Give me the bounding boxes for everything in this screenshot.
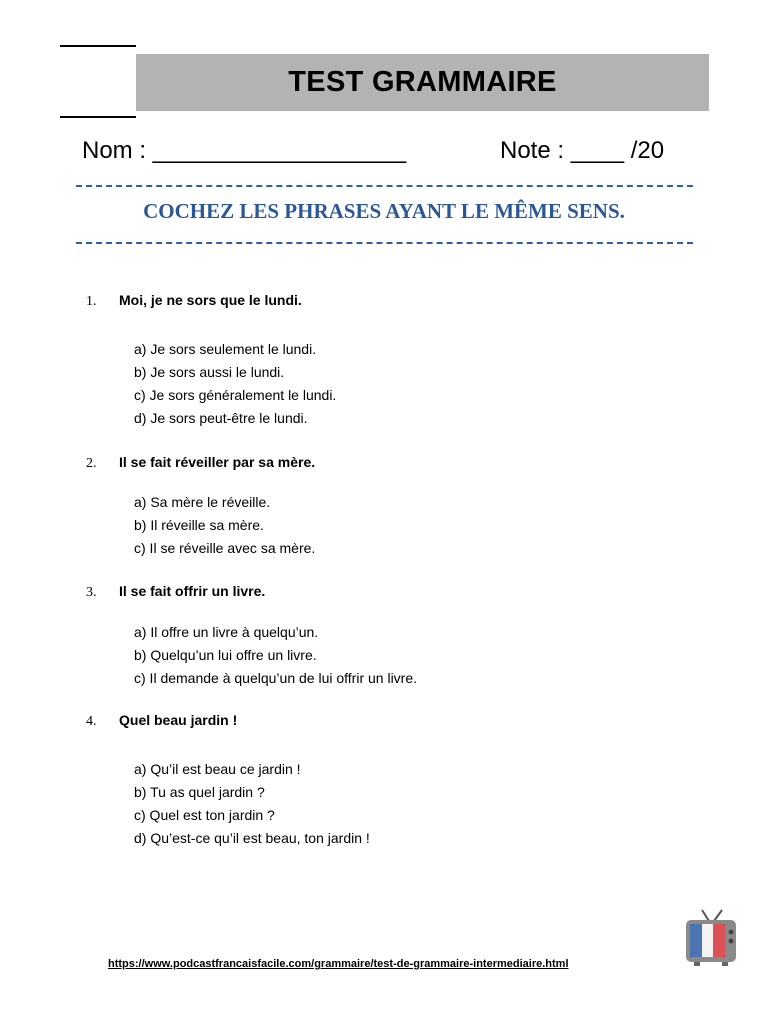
top-left-line xyxy=(60,45,136,47)
dashed-divider-top xyxy=(76,185,693,187)
instruction-text: COCHEZ LES PHRASES AYANT LE MÊME SENS. xyxy=(143,199,625,223)
question-number: 2. xyxy=(86,456,97,471)
option-4c[interactable]: c) Quel est ton jardin ? xyxy=(134,807,275,823)
question-4 xyxy=(86,712,237,730)
question-2 xyxy=(86,454,315,472)
name-field-label: Nom : ___________________ xyxy=(82,137,407,164)
option-4a[interactable]: a) Qu’il est beau ce jardin ! xyxy=(134,761,301,777)
option-1c[interactable]: c) Je sors généralement le lundi. xyxy=(134,387,337,403)
question-number: 1. xyxy=(86,294,97,309)
option-2b[interactable]: b) Il réveille sa mère. xyxy=(134,517,264,533)
option-3c[interactable]: c) Il demande à quelqu’un de lui offrir un livre. xyxy=(134,670,418,686)
page-title: TEST GRAMMAIRE xyxy=(288,66,557,98)
question-text: Il se fait réveiller par sa mère. xyxy=(119,454,316,470)
option-2a[interactable]: a) Sa mère le réveille. xyxy=(134,494,271,510)
option-2c[interactable]: c) Il se réveille avec sa mère. xyxy=(134,540,316,556)
question-1 xyxy=(86,292,302,310)
option-4b[interactable]: b) Tu as quel jardin ? xyxy=(134,784,265,800)
title-band xyxy=(136,54,709,111)
question-text: Il se fait offrir un livre. xyxy=(119,583,266,599)
question-number: 4. xyxy=(86,714,97,729)
option-1a[interactable]: a) Je sors seulement le lundi. xyxy=(134,341,317,357)
option-3b[interactable]: b) Quelqu’un lui offre un livre. xyxy=(134,647,317,663)
option-3a[interactable]: a) Il offre un livre à quelqu’un. xyxy=(134,624,319,640)
question-text: Moi, je ne sors que le lundi. xyxy=(119,292,302,308)
option-1b[interactable]: b) Je sors aussi le lundi. xyxy=(134,364,285,380)
tv-logo-icon xyxy=(684,908,738,968)
grade-field-label: Note : ____ /20 xyxy=(500,137,665,164)
option-4d[interactable]: d) Qu’est-ce qu’il est beau, ton jardin ! xyxy=(134,830,370,846)
question-number: 3. xyxy=(86,585,97,600)
question-3 xyxy=(86,583,265,601)
footer-url-link[interactable]: https://www.podcastfrancaisfacile.com/grammaire/test-de-grammaire-intermediaire.html xyxy=(108,958,569,970)
option-1d[interactable]: d) Je sors peut-être le lundi. xyxy=(134,410,308,426)
question-text: Quel beau jardin ! xyxy=(119,712,238,728)
dashed-divider-bottom xyxy=(76,242,693,244)
left-middle-line xyxy=(60,116,136,118)
